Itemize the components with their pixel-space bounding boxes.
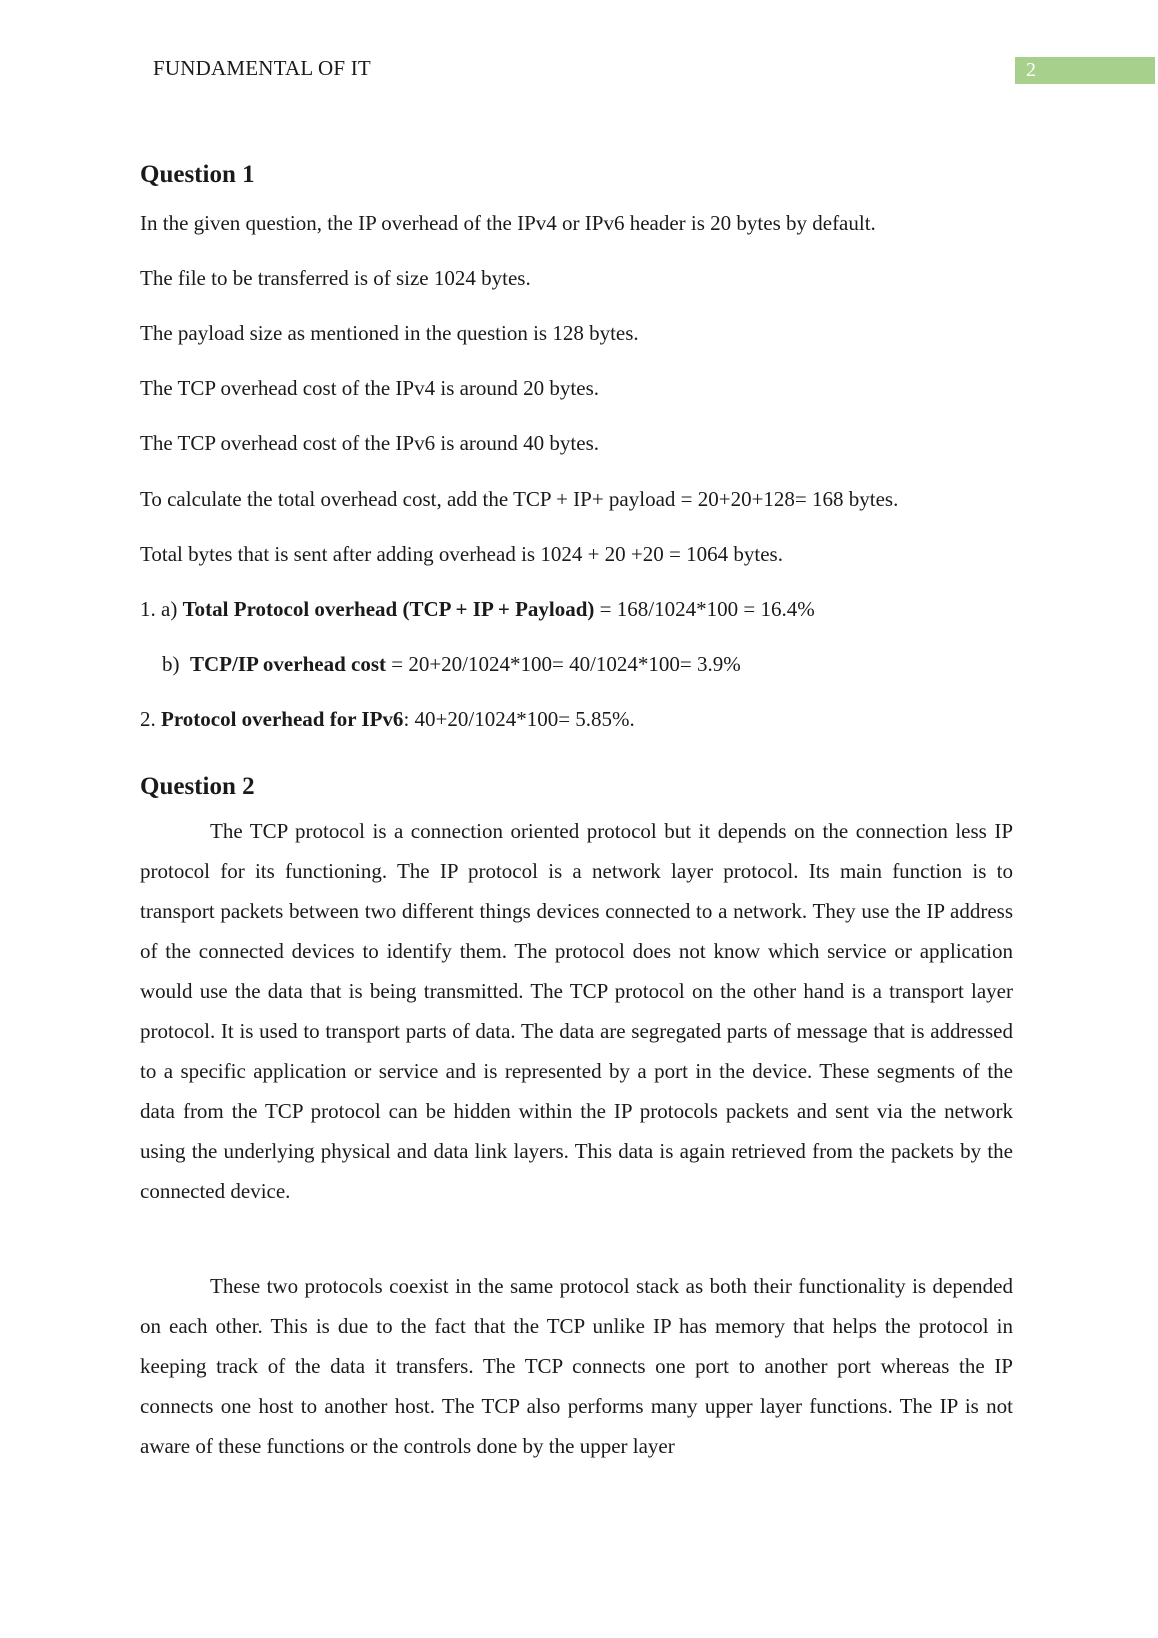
q1-line-4: The TCP overhead cost of the IPv4 is around 20 bytes.: [140, 376, 600, 400]
q1-line-1: In the given question, the IP overhead of the IPv4 or IPv6 header is 20 bytes by default.: [140, 211, 876, 235]
answer-2-value: : 40+20/1024*100= 5.85%.: [403, 707, 635, 731]
q2-paragraph-2: [140, 1266, 1013, 1466]
answer-2: [140, 705, 635, 733]
answer-1b-label: TCP/IP overhead cost: [190, 652, 386, 676]
question-1-heading: Question 1: [140, 161, 255, 188]
page-number: 2: [1015, 57, 1155, 84]
q1-line-7: Total bytes that is sent after adding overhead is 1024 + 20 +20 = 1064 bytes.: [140, 542, 783, 566]
q1-line-3: The payload size as mentioned in the question is 128 bytes.: [140, 321, 639, 345]
answer-1a-label: Total Protocol overhead (TCP + IP + Payload): [182, 597, 595, 621]
answer-1b-prefix: b): [162, 652, 190, 676]
answer-2-prefix: 2.: [140, 707, 161, 731]
header-title: FUNDAMENTAL OF IT: [153, 56, 371, 80]
answer-1b-value: = 20+20/1024*100= 40/1024*100= 3.9%: [385, 652, 741, 676]
q1-line-2: The file to be transferred is of size 1024 bytes.: [140, 266, 531, 290]
answer-1a-prefix: 1. a): [140, 597, 183, 621]
q2-paragraph-1: [140, 811, 1013, 1211]
question-2-heading: Question 2: [140, 773, 255, 800]
q1-line-6: To calculate the total overhead cost, add the TCP + IP+ payload = 20+20+128= 168 bytes.: [140, 487, 899, 511]
answer-1a: [140, 595, 815, 623]
q2-paragraph-2-text: These two protocols coexist in the same protocol stack as both their functionality is depended on each other. This is due to the fact that the TCP unlike IP has memory that helps the protocol in keeping track of the data it transfers. The TCP connects one port to another port whereas the IP connects one host to another host. The TCP also performs many upper layer functions. The IP is not aware of these functions or the controls done by the upper layer: [140, 1274, 1013, 1458]
answer-2-label: Protocol overhead for IPv6: [161, 707, 404, 731]
q1-line-5: The TCP overhead cost of the IPv6 is around 40 bytes.: [140, 431, 600, 455]
q2-paragraph-1-text: The TCP protocol is a connection oriented protocol but it depends on the connection less IP protocol for its functioning. The IP protocol is a network layer protocol. Its main function is to transport packets between two different things devices connected to a network. They use the IP address of the connected devices to identify them. The protocol does not know which service or application would use the data that is being transmitted. The TCP protocol on the other hand is a transport layer protocol. It is used to transport parts of data. The data are segregated parts of message that is addressed to a specific application or service and is represented by a port in the device. These segments of the data from the TCP protocol can be hidden within the IP protocols packets and sent via the network using the underlying physical and data link layers. This data is again retrieved from the packets by the connected device.: [140, 819, 1013, 1203]
answer-1a-value: = 168/1024*100 = 16.4%: [594, 597, 815, 621]
answer-1b: [162, 650, 741, 678]
